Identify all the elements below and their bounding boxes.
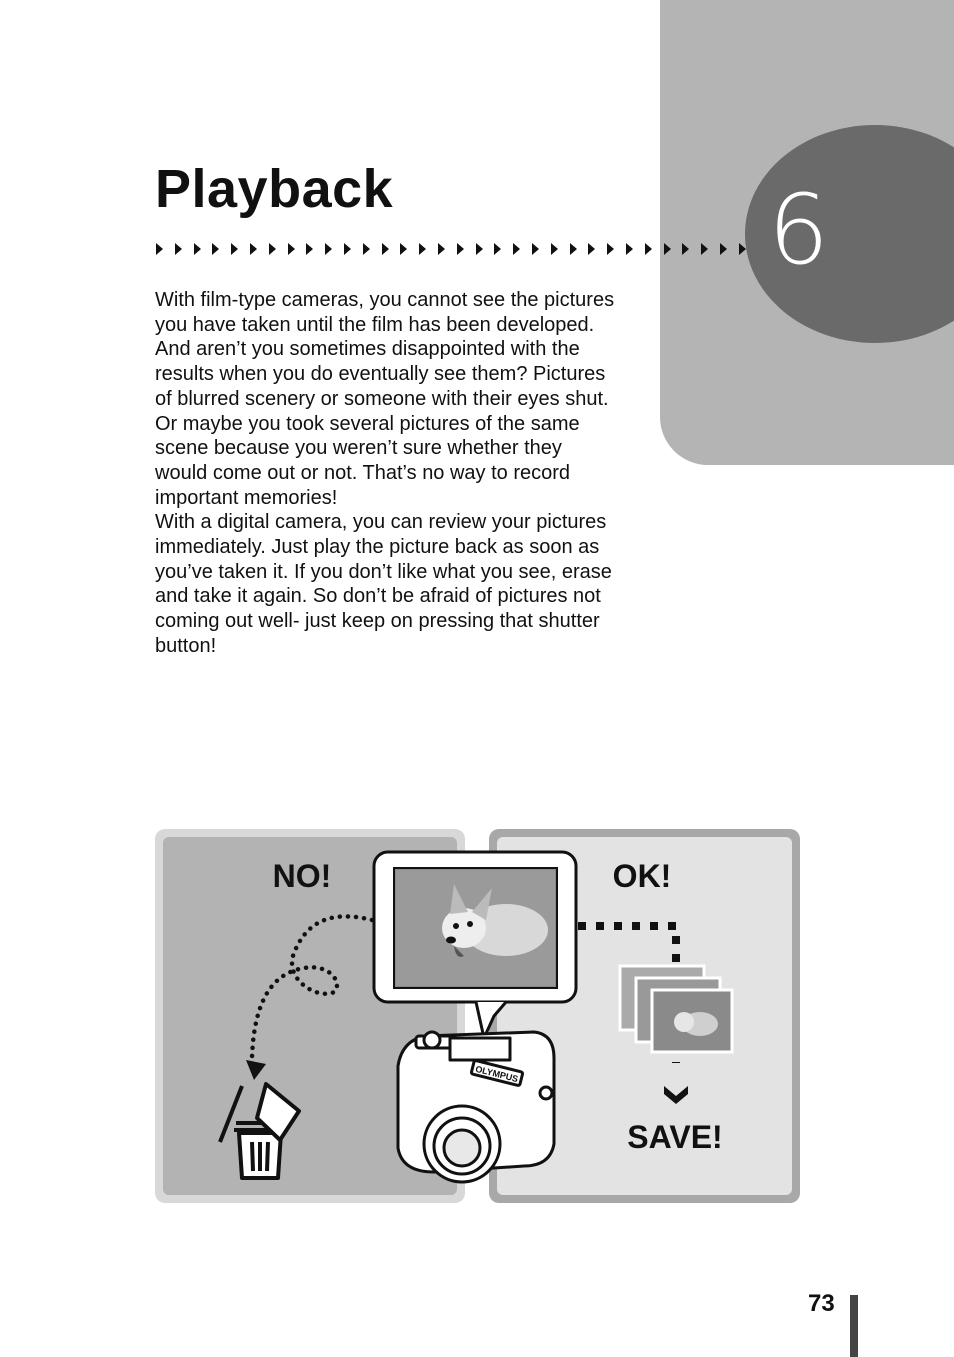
divider-arrow-icon bbox=[664, 243, 671, 255]
divider-arrow-icon bbox=[344, 243, 351, 255]
divider-arrow-icon bbox=[570, 243, 577, 255]
divider-arrow-icon bbox=[438, 243, 445, 255]
divider-arrow-icon bbox=[175, 243, 182, 255]
divider-arrow-icon bbox=[269, 243, 276, 255]
ok-label: OK! bbox=[612, 858, 672, 894]
divider-arrow-icon bbox=[739, 243, 746, 255]
intro-text bbox=[155, 288, 615, 659]
divider-arrow-icon bbox=[626, 243, 633, 255]
playback-illustration bbox=[154, 828, 802, 1206]
intro-paragraph-1: With film-type cameras, you cannot see the pictures you have taken until the film has been developed. And aren’t you sometimes disappointed with the results when you do eventually see them? Pictures of blurred scenery or someone with their eyes shut. Or maybe you took several pictures of the same scene because you weren’t sure whether they would come out or not. That’s no way to record important memories! bbox=[155, 289, 615, 509]
divider-arrow-icon bbox=[325, 243, 332, 255]
page-number: 73 bbox=[808, 1290, 835, 1317]
divider-arrow-icon bbox=[588, 243, 595, 255]
no-label: NO! bbox=[272, 858, 332, 894]
divider-arrow-icon bbox=[720, 243, 727, 255]
camera-brand: OLYMPUS bbox=[474, 1063, 520, 1085]
divider-arrow-icon bbox=[645, 243, 652, 255]
divider-arrow-icon bbox=[701, 243, 708, 255]
divider-arrow-icon bbox=[363, 243, 370, 255]
divider-arrow-icon bbox=[551, 243, 558, 255]
chapter-number: 6 bbox=[768, 174, 830, 286]
divider-arrow-icon bbox=[532, 243, 539, 255]
divider-arrow-icon bbox=[494, 243, 501, 255]
intro-paragraph-2: With a digital camera, you can review your pictures immediately. Just play the picture back as soon as you’ve taken it. If you don’t like what you see, erase and take it again. So don’t be afraid of pictures not coming out well- just keep on pressing that shutter button! bbox=[155, 511, 612, 657]
divider-arrow-icon bbox=[288, 243, 295, 255]
divider-arrow-icon bbox=[231, 243, 238, 255]
divider-arrow-icon bbox=[513, 243, 520, 255]
divider-arrow-icon bbox=[250, 243, 257, 255]
save-label: SAVE! bbox=[627, 1119, 723, 1155]
divider-arrow-icon bbox=[156, 243, 163, 255]
divider-arrow-icon bbox=[194, 243, 201, 255]
divider-arrow-icon bbox=[419, 243, 426, 255]
divider-arrow-icon bbox=[682, 243, 689, 255]
page-title: Playback bbox=[155, 159, 394, 219]
divider-arrow-icon bbox=[607, 243, 614, 255]
camera-icon bbox=[398, 1032, 554, 1182]
divider-arrow-icon bbox=[400, 243, 407, 255]
divider-arrow-icon bbox=[212, 243, 219, 255]
page-edge-bar bbox=[850, 1295, 858, 1357]
photo-stack-icon bbox=[620, 966, 732, 1052]
divider-arrow-icon bbox=[306, 243, 313, 255]
divider-arrow-icon bbox=[476, 243, 483, 255]
arrow-divider bbox=[156, 240, 746, 258]
divider-arrow-icon bbox=[382, 243, 389, 255]
divider-arrow-icon bbox=[457, 243, 464, 255]
